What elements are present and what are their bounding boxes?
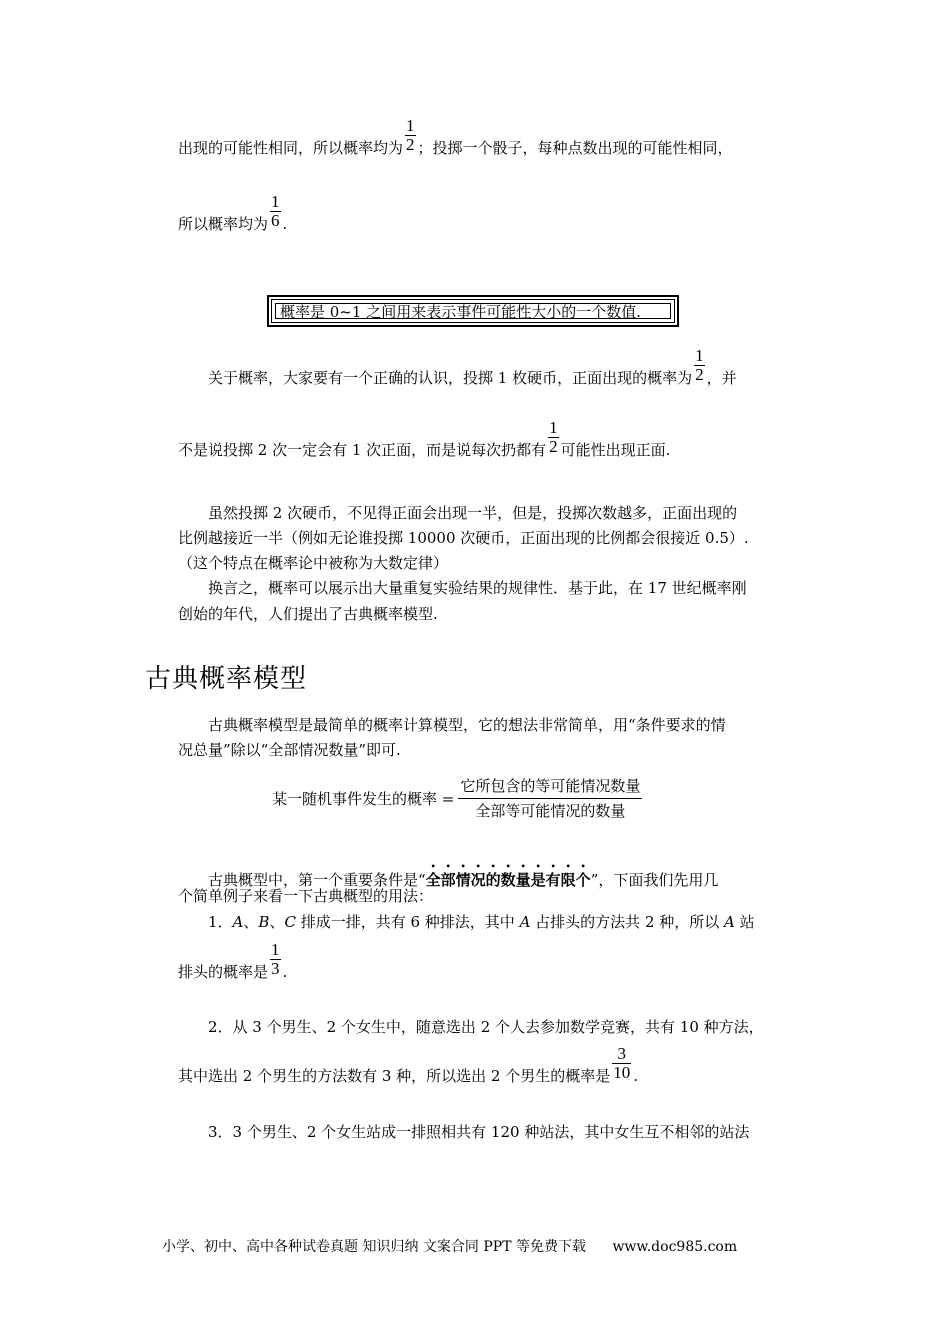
formula-lhs: 某一随机事件发生的概率 = [272, 790, 455, 808]
example-1-number: 1． [208, 913, 233, 931]
emphasized-condition: 全部情况的数量是有限个 [425, 871, 591, 889]
example-1-line2-text-a: 排头的概率是 [178, 963, 269, 981]
footer [162, 1236, 737, 1256]
var-a: A [519, 913, 531, 931]
section-heading: 古典概率模型 [145, 664, 308, 694]
sep-2: 、 [269, 913, 285, 931]
p2-line2 [178, 417, 671, 460]
p3-line2: 比例越接近一半（例如无论谁投掷 10000 次硬币，正面出现的比例都会很接近 0.5）. [178, 529, 749, 547]
fraction-denominator: 6 [271, 210, 280, 230]
p1-line1-text-b: ；投掷一个骰子，每种点数出现的可能性相同， [417, 139, 733, 157]
p3-line5: 创始的年代，人们提出了古典概率模型. [178, 605, 438, 623]
example-1-line2 [178, 939, 288, 982]
example-1-text-3: 站 [734, 913, 755, 931]
var-c: C [284, 913, 296, 931]
fraction-numerator: 3 [617, 1043, 626, 1063]
fraction-denominator: 2 [695, 364, 704, 384]
definition-box-inner [275, 303, 671, 319]
example-2-line2-text-b: . [633, 1067, 639, 1085]
p4-line1: 古典概率模型是最简单的概率计算模型，它的想法非常简单，用“条件要求的情 [208, 716, 726, 734]
fraction-denominator: 2 [406, 134, 415, 154]
footer-text: 小学、初中、高中各种试卷真题 知识归纳 文案合同 PPT 等免费下载 [162, 1239, 586, 1255]
p5-line2: 个简单例子来看一下古典概型的用法： [178, 887, 434, 905]
var-a: A [724, 913, 735, 931]
fraction-numerator: 1 [695, 345, 704, 365]
definition-text: 概率是 0~1 之间用来表示事件可能性大小的一个数值. [280, 302, 641, 321]
p2-line2-text-b: 可能性出现正面. [560, 441, 671, 459]
p1-line2 [178, 191, 288, 234]
fraction-numerator: 1 [271, 191, 280, 211]
p2-line1 [208, 345, 737, 388]
probability-formula [272, 774, 642, 823]
example-2-line2 [178, 1043, 639, 1086]
p2-line2-text-a: 不是说投掷 2 次一定会有 1 次正面，而是说每次扔都有 [178, 441, 547, 459]
p5-line1-text-a: 古典概型中，第一个重要条件是“ [208, 871, 426, 889]
example-1-line2-text-b: . [282, 963, 288, 981]
example-2-line1: 2．从 3 个男生、2 个女生中，随意选出 2 个人去参加数学竞赛，共有 10 种方法， [208, 1018, 764, 1036]
fraction-denominator: 2 [549, 436, 558, 456]
footer-link[interactable]: www.doc985.com [612, 1239, 738, 1255]
p1-line2-text-a: 所以概率均为 [178, 215, 269, 233]
var-b: B [258, 913, 270, 931]
fraction-one-third [270, 941, 281, 978]
formula-denominator: 全部等可能情况的数量 [475, 802, 626, 820]
fraction-numerator: 1 [549, 417, 558, 437]
p3-line3: （这个特点在概率论中被称为大数定律） [178, 554, 449, 572]
example-3-line1: 3．3 个男生、2 个女生站成一排照相共有 120 种站法，其中女生互不相邻的站法 [208, 1123, 750, 1141]
example-1-text-2: 占排头的方法共 2 种，所以 [530, 913, 725, 931]
fraction-denominator: 3 [271, 958, 280, 978]
p3-line1: 虽然投掷 2 次硬币，不见得正面会出现一半，但是，投掷次数越多，正面出现的 [208, 504, 738, 522]
p2-line1-text-b: ，并 [706, 369, 737, 387]
fraction-one-half [694, 347, 705, 384]
p1-line1-text-a: 出现的可能性相同，所以概率均为 [178, 139, 404, 157]
fraction-one-half [405, 117, 416, 154]
p1-line2-text-b: . [282, 215, 288, 233]
fraction-numerator: 1 [271, 939, 280, 959]
fraction-one-sixth [270, 193, 281, 230]
formula-numerator: 它所包含的等可能情况数量 [460, 777, 641, 795]
var-a: A [232, 913, 244, 931]
definition-box [268, 296, 678, 326]
example-1-text-1: 排成一排，共有 6 种排法，其中 [295, 913, 520, 931]
formula-fraction [458, 774, 642, 823]
sep-1: 、 [243, 913, 259, 931]
example-2-line2-text-a: 其中选出 2 个男生的方法数有 3 种，所以选出 2 个男生的概率是 [178, 1067, 611, 1085]
p4-line2: 况总量”除以“全部情况数量”即可. [178, 741, 401, 759]
fraction-three-tenths [612, 1045, 631, 1082]
fraction-one-half [548, 419, 559, 456]
p5-line1-text-b: ”，下面我们先用几 [590, 871, 719, 889]
p3-line4: 换言之，概率可以展示出大量重复实验结果的规律性．基于此，在 17 世纪概率刚 [208, 579, 747, 597]
example-1-line1 [208, 912, 755, 932]
p2-line1-text-a: 关于概率，大家要有一个正确的认识，投掷 1 枚硬币，正面出现的概率为 [208, 369, 693, 387]
p1-line1 [178, 115, 733, 158]
fraction-denominator: 10 [613, 1062, 631, 1082]
fraction-numerator: 1 [406, 115, 415, 135]
